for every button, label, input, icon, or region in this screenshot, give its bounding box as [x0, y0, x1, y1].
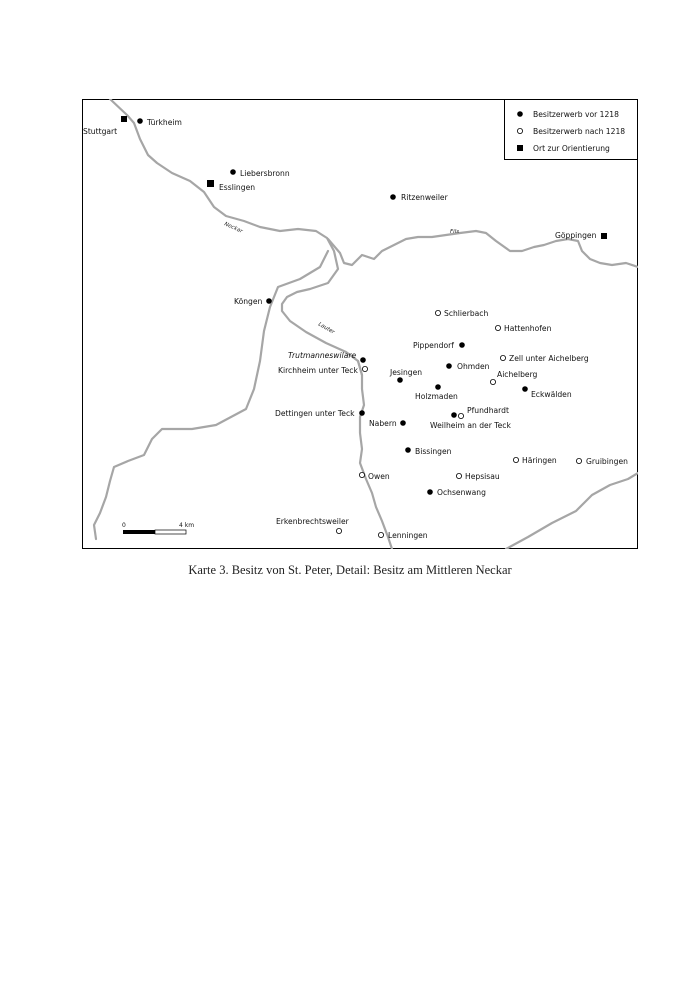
- map: [82, 99, 638, 549]
- scale-label-start: 0: [122, 522, 126, 529]
- symbol-hattenhofen: [495, 325, 500, 330]
- map-caption: Karte 3. Besitz von St. Peter, Detail: Besitz am Mittleren Neckar: [188, 563, 512, 577]
- symbol-kirchheim: [362, 366, 367, 371]
- label-zell: Zell unter Aichelberg: [509, 354, 589, 363]
- label-lenningen: Lenningen: [388, 531, 428, 540]
- label-liebersbronn: Liebersbronn: [240, 169, 290, 178]
- label-hepsisau: Hepsisau: [465, 472, 500, 481]
- symbol-gruibingen: [576, 458, 581, 463]
- map-canvas: [82, 99, 638, 549]
- symbol-ohmden: [446, 363, 452, 369]
- label-ohmden: Ohmden: [457, 362, 490, 371]
- legend-symbol-orientation: [517, 145, 523, 151]
- symbol-ritzenweiler: [390, 194, 396, 200]
- legend-label-orientation: Ort zur Orientierung: [533, 144, 610, 153]
- symbol-haeringen: [513, 457, 518, 462]
- map-border: [83, 100, 638, 549]
- symbol-lenningen: [378, 532, 383, 537]
- legend-label-before: Besitzerwerb vor 1218: [533, 110, 619, 119]
- label-aichelberg: Aichelberg: [497, 370, 538, 379]
- river-label-neckar: Neckar: [223, 221, 244, 235]
- label-koengen: Köngen: [234, 297, 263, 306]
- symbol-liebersbronn: [230, 169, 236, 175]
- symbol-pfundhardt: [458, 413, 463, 418]
- scale-bar-filled: [123, 530, 155, 534]
- symbol-stuttgart: [121, 116, 127, 122]
- label-schlierbach: Schlierbach: [444, 309, 489, 318]
- label-dettingen: Dettingen unter Teck: [275, 409, 355, 418]
- label-tuerkheim: Türkheim: [147, 118, 182, 127]
- label-nabern: Nabern: [369, 419, 397, 428]
- symbol-hepsisau: [456, 473, 461, 478]
- symbol-jesingen: [397, 377, 403, 383]
- symbol-nabern: [400, 420, 406, 426]
- label-erkenbrechtsweiler: Erkenbrechtsweiler: [276, 517, 349, 526]
- legend-label-after: Besitzerwerb nach 1218: [533, 127, 626, 136]
- label-owen: Owen: [368, 472, 390, 481]
- symbol-tuerkheim: [137, 118, 143, 124]
- label-holzmaden: Holzmaden: [415, 392, 458, 401]
- label-pippendorf: Pippendorf: [413, 341, 454, 350]
- label-haeringen: Häringen: [522, 456, 557, 465]
- label-esslingen: Esslingen: [219, 183, 256, 192]
- legend-symbol-after: [517, 128, 522, 133]
- label-eckwaelden: Eckwälden: [531, 390, 572, 399]
- label-stuttgart: Stuttgart: [83, 127, 118, 136]
- river-label-fils: Fils: [450, 229, 460, 235]
- symbol-ochsenwang: [427, 489, 433, 495]
- symbol-koengen: [266, 298, 272, 304]
- symbol-dettingen: [359, 410, 365, 416]
- symbol-erkenbrechtsweiler: [336, 528, 341, 533]
- label-pfundhardt: Pfundhardt: [467, 406, 509, 415]
- label-gruibingen: Gruibingen: [586, 457, 628, 466]
- label-hattenhofen: Hattenhofen: [504, 324, 552, 333]
- river-label-lauter: Lauter: [317, 321, 336, 336]
- label-ritzenweiler: Ritzenweiler: [401, 193, 448, 202]
- label-ochsenwang: Ochsenwang: [437, 488, 486, 497]
- symbol-weilheim: [451, 412, 457, 418]
- symbol-esslingen: [207, 180, 214, 187]
- symbol-schlierbach: [435, 310, 440, 315]
- symbol-owen: [359, 472, 364, 477]
- scale-label-end: 4 km: [179, 522, 195, 529]
- label-weilheim: Weilheim an der Teck: [430, 421, 511, 430]
- label-jesingen: Jesingen: [390, 368, 423, 377]
- symbol-pippendorf: [459, 342, 465, 348]
- label-trutmanneswilare: Trutmanneswilare: [288, 351, 357, 360]
- symbol-eckwaelden: [522, 386, 528, 392]
- symbol-bissingen: [405, 447, 411, 453]
- symbol-goeppingen: [601, 233, 607, 239]
- symbol-trutmanneswilare: [360, 357, 366, 363]
- scale-bar-open: [155, 530, 186, 534]
- legend: [505, 100, 638, 160]
- label-kirchheim: Kirchheim unter Teck: [278, 366, 358, 375]
- label-goeppingen: Göppingen: [555, 231, 597, 240]
- label-bissingen: Bissingen: [415, 447, 452, 456]
- symbol-zell: [500, 355, 505, 360]
- symbol-aichelberg: [490, 379, 495, 384]
- symbol-holzmaden: [435, 384, 441, 390]
- legend-symbol-before: [517, 111, 523, 117]
